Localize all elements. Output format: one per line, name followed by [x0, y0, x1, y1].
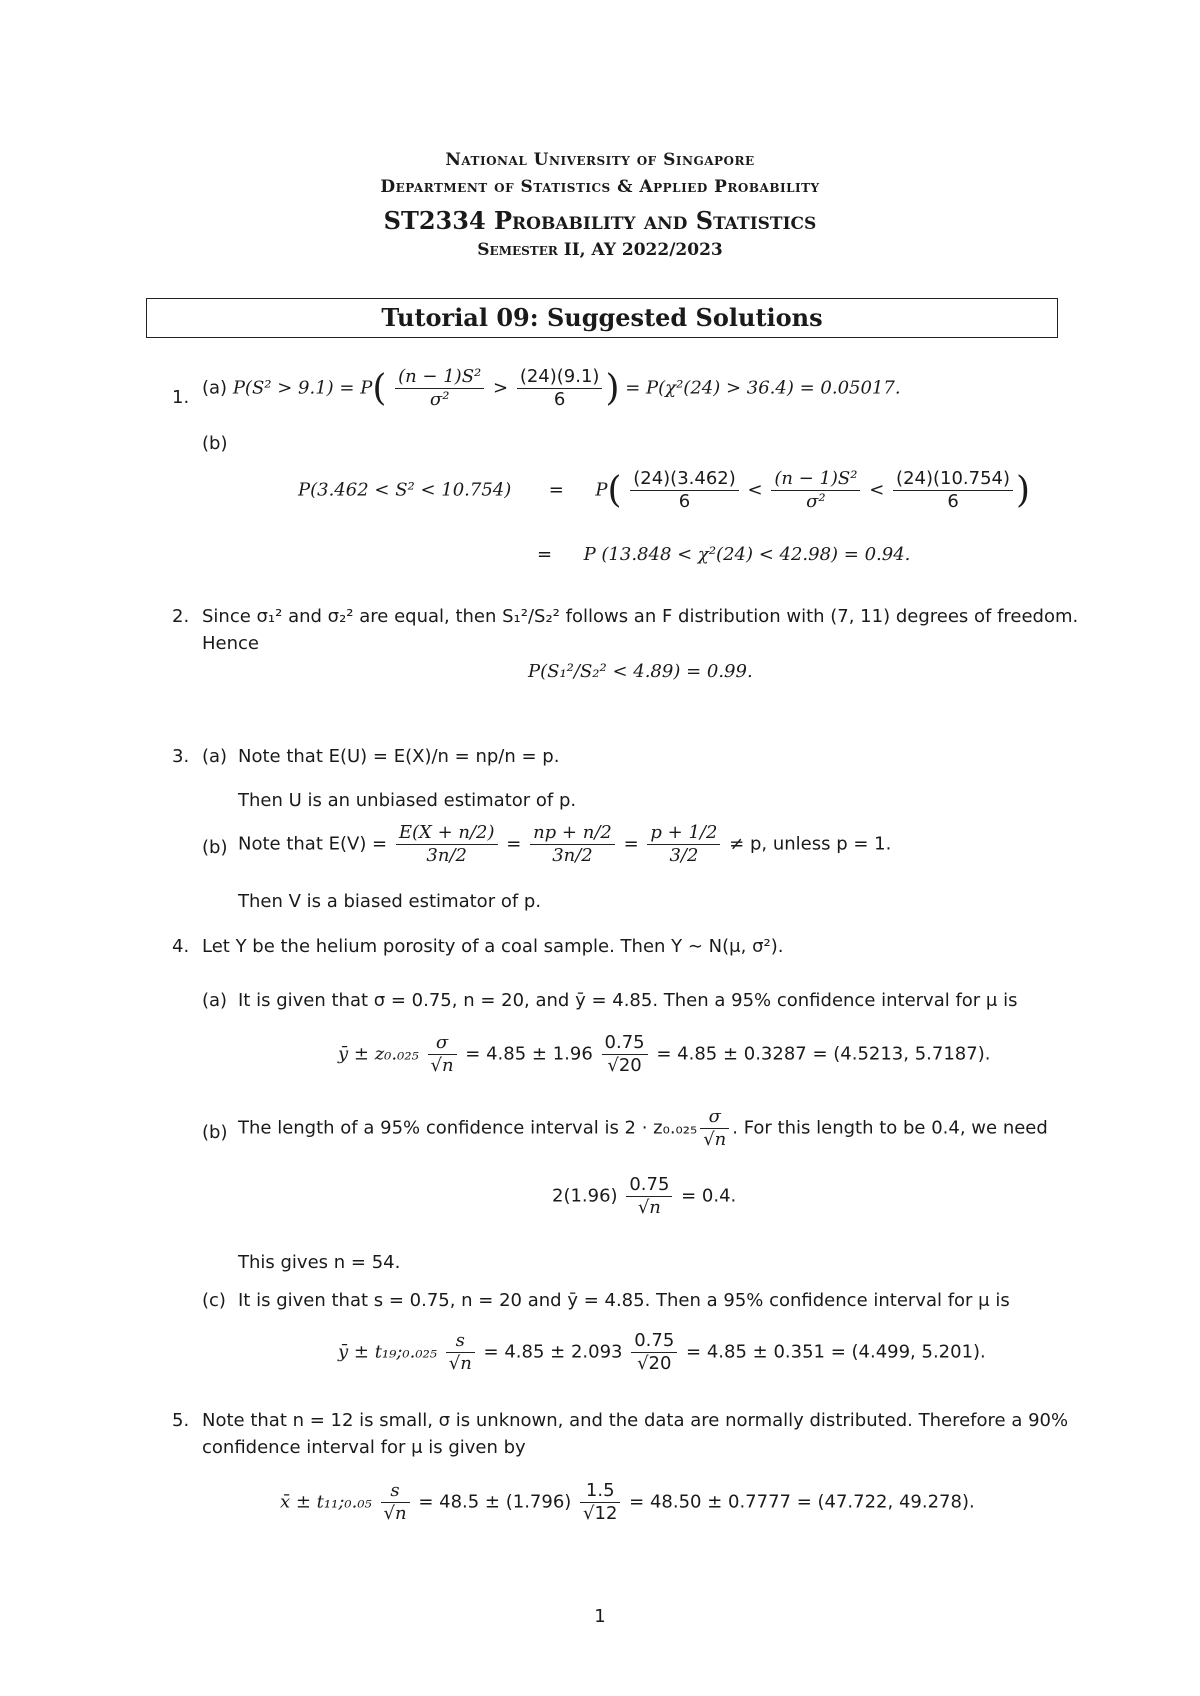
semester: Semester II, AY 2022/2023: [477, 240, 723, 260]
q5-number: 5.: [172, 1410, 190, 1431]
q4a-pre: ȳ ± z₀.₀₂₅: [338, 1043, 419, 1065]
q3b-then: Then V is a biased estimator of p.: [238, 891, 542, 912]
q1b-lt2: <: [869, 479, 885, 501]
page-number: 1: [594, 1606, 606, 1627]
q1b-lt1: <: [747, 479, 763, 501]
q5-pre: x̄ ± t₁₁;₀.₀₅: [280, 1491, 372, 1513]
department-name: Department of Statistics & Applied Probability: [380, 177, 820, 197]
q4c-mid: = 4.85 ± 2.093: [483, 1341, 623, 1363]
q1b-frac1: $\frac{(24)(3.462)}{6}$: [630, 468, 739, 513]
q4b-frac: $\frac{\sigma}{√n}$: [700, 1106, 729, 1151]
q3a-label: (a): [202, 746, 228, 767]
q1a-lhs: P(S² > 9.1) = P: [232, 377, 373, 399]
q2-equation: P(S₁²/S₂² < 4.89) = 0.99.: [528, 661, 753, 682]
q4b-equation: [552, 1174, 736, 1219]
q3b-post: ≠ p, unless p = 1.: [729, 833, 892, 855]
q1b-line1: P(3.462 < S² < 10.754) = P( $\frac{(24)(3.462)}{6}$ < $\frac{\text{(n − 1)S²}}{\text{σ²}}$ < $\frac{(24)(10.754)}{6}$ ): [298, 468, 1031, 512]
q4a-text: It is given that σ = 0.75, n = 20, and ȳ = 4.85. Then a 95% confidence interval for μ is: [238, 990, 1018, 1011]
q3b-eq2: =: [623, 833, 639, 855]
q3a-then: Then U is an unbiased estimator of p.: [238, 790, 577, 811]
q4a-mid: = 4.85 ± 1.96: [465, 1043, 593, 1065]
q4b-eq-frac: $\frac{0.75}{√n}$: [626, 1174, 672, 1219]
q1b-frac2: $\frac{\text{(n − 1)S²}}{\text{σ²}}$: [771, 468, 860, 513]
q5-text1: Note that n = 12 is small, σ is unknown, and the data are normally distributed. Therefore a 90%: [202, 1410, 1069, 1431]
q4a-post: = 4.85 ± 0.3287 = (4.5213, 5.7187).: [656, 1043, 991, 1065]
q3b-eq1: =: [506, 833, 522, 855]
q4-number: 4.: [172, 936, 190, 957]
q1b-eq2: =: [537, 544, 553, 565]
q4c-frac2: $\frac{0.75}{√20}$: [631, 1330, 677, 1375]
q5-frac1: $\frac{s}{√n}$: [381, 1480, 410, 1525]
q1-number: 1.: [172, 387, 190, 408]
q1b-lhs: P(3.462 < S² < 10.754): [298, 479, 512, 501]
q4c-pre: ȳ ± t₁₉;₀.₀₂₅: [338, 1341, 438, 1363]
q1a-line: (a) P(S² > 9.1) = P( $\frac{\text{(n − 1)S²}}{\text{σ²}}$ > $\frac{(24)(9.1)}{6}$ ) = P(χ²(24) > 36.4) = 0.05017.: [202, 366, 901, 410]
q1b-frac3: $\frac{(24)(10.754)}{6}$: [893, 468, 1013, 513]
q1a-rhs: = P(χ²(24) > 36.4) = 0.05017.: [625, 377, 901, 399]
q2-text2: Hence: [202, 633, 259, 654]
q4a-frac1: $\frac{\sigma}{√n}$: [428, 1032, 457, 1077]
q4b-gives: This gives n = 54.: [238, 1252, 401, 1273]
q4b-post: . For this length to be 0.4, we need: [732, 1117, 1048, 1139]
q3b-frac3: $\frac{p + 1/2}{3/2}$: [647, 822, 720, 867]
q1b-result: P (13.848 < χ²(24) < 42.98) = 0.94.: [583, 544, 911, 565]
q4b-label: (b): [202, 1122, 228, 1143]
q1b-eq1: =: [548, 479, 564, 501]
q3b-line: [238, 822, 891, 867]
q3b-label: (b): [202, 837, 228, 858]
q4-intro: Let Y be the helium porosity of a coal sample. Then Y ∼ N(μ, σ²).: [202, 936, 784, 957]
q4c-label: (c): [202, 1290, 226, 1311]
q1b-label: (b): [202, 433, 228, 454]
q1a-frac2: $\frac{(24)(9.1)}{6}$: [517, 366, 603, 411]
q1a-frac1: $\frac{\text{(n − 1)S²}}{\text{σ²}}$: [395, 366, 484, 411]
q1b-line2: [537, 544, 910, 565]
q4b-eq-post: = 0.4.: [681, 1185, 737, 1207]
q3-number: 3.: [172, 746, 190, 767]
q1b-P: P: [595, 479, 608, 501]
q2-text1: Since σ₁² and σ₂² are equal, then S₁²/S₂² follows an F distribution with (7, 11) degrees of freedom.: [202, 606, 1079, 627]
q3b-frac1: $\frac{E(X + n/2)}{3n/2}$: [396, 822, 498, 867]
q4c-equation: [338, 1330, 986, 1375]
q5-frac2: $\frac{1.5}{√12}$: [580, 1480, 620, 1525]
course-title: ST2334 Probability and Statistics: [383, 206, 817, 235]
q4c-post: = 4.85 ± 0.351 = (4.499, 5.201).: [686, 1341, 986, 1363]
q1a-gt: >: [493, 377, 509, 399]
q4a-frac2: $\frac{0.75}{√20}$: [602, 1032, 648, 1077]
q4a-label: (a): [202, 990, 228, 1011]
university-name: National University of Singapore: [445, 150, 755, 170]
q4a-equation: [338, 1032, 990, 1077]
q5-text2: confidence interval for μ is given by: [202, 1437, 526, 1458]
q5-equation: [280, 1480, 975, 1525]
tutorial-title: Tutorial 09: Suggested Solutions: [146, 298, 1058, 338]
q4b-text: [238, 1106, 1048, 1151]
q1a-label: (a): [202, 377, 228, 399]
q2-number: 2.: [172, 606, 190, 627]
q5-mid: = 48.5 ± (1.796): [418, 1491, 572, 1513]
q3b-pre: Note that E(V) =: [238, 833, 388, 855]
q4b-pre: The length of a 95% confidence interval is 2 · z₀.₀₂₅: [238, 1117, 698, 1139]
q3a-text: Note that E(U) = E(X)/n = np/n = p.: [238, 746, 560, 767]
q3b-frac2: $\frac{np + n/2}{3n/2}$: [530, 822, 615, 867]
q4c-frac1: $\frac{s}{√n}$: [446, 1330, 475, 1375]
q5-post: = 48.50 ± 0.7777 = (47.722, 49.278).: [629, 1491, 975, 1513]
q4c-text: It is given that s = 0.75, n = 20 and ȳ = 4.85. Then a 95% confidence interval for μ is: [238, 1290, 1010, 1311]
q4b-eq-pre: 2(1.96): [552, 1185, 618, 1207]
